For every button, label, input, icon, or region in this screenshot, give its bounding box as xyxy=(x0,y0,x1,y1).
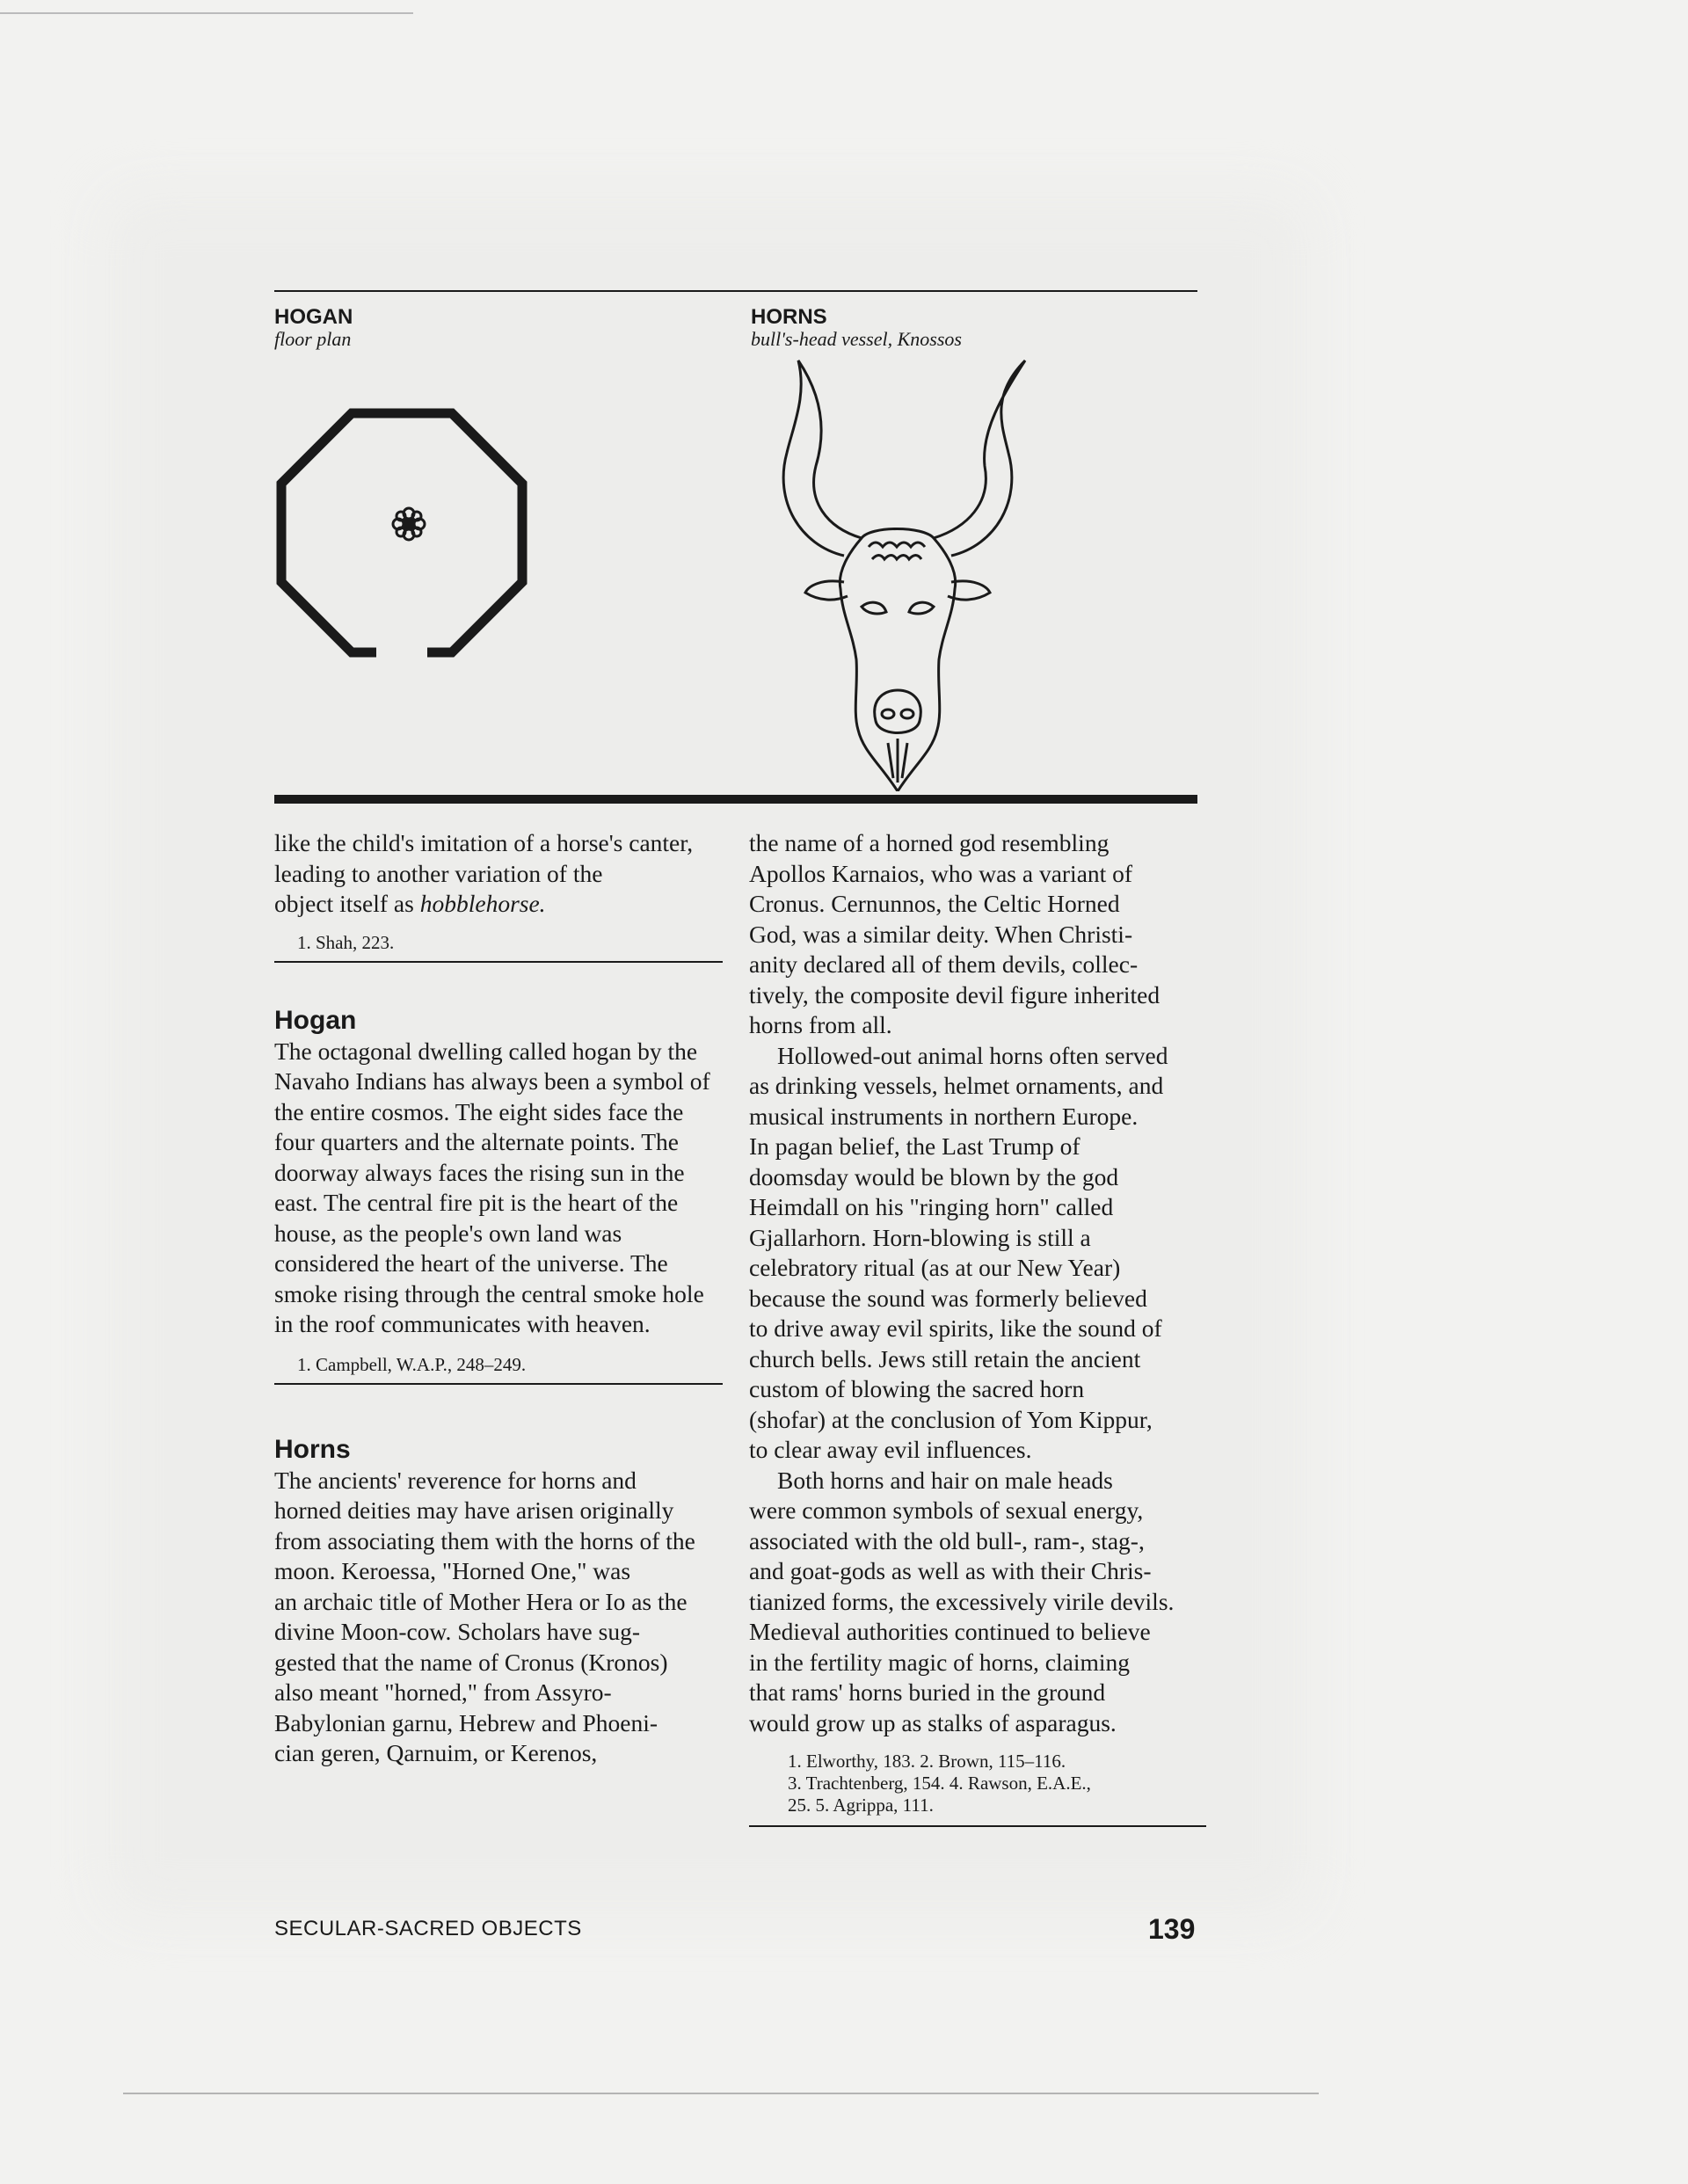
hobblehorse-term: hobblehorse. xyxy=(419,890,546,917)
hogan-figure-caption: floor plan xyxy=(274,328,352,350)
right-horn xyxy=(934,360,1025,556)
para1-line: tively, the composite devil figure inherited xyxy=(749,980,1160,1008)
para1-line: Cronus. Cernunnos, the Celtic Horned xyxy=(749,890,1120,917)
right-nostril xyxy=(901,710,913,718)
horns-line: Babylonian garnu, Hebrew and Phoeni- xyxy=(274,1708,658,1736)
horns-line: divine Moon-cow. Scholars have sug- xyxy=(274,1618,640,1645)
forelock-curls xyxy=(869,542,925,559)
scan-edge-top xyxy=(0,12,413,14)
para2-line: doomsday would be blown by the god xyxy=(749,1162,1119,1190)
hogan-floor-plan-illustration xyxy=(264,369,554,668)
para2-line: Hollowed-out animal horns often served xyxy=(777,1041,1168,1069)
para1-line: Apollos Karnaios, who was a variant of xyxy=(749,859,1133,887)
central-fire-pit xyxy=(393,508,425,540)
para3-line: Medieval authorities continued to believe xyxy=(749,1618,1151,1645)
para2-line: (shofar) at the conclusion of Yom Kippur, xyxy=(749,1405,1153,1433)
horns-line: from associating them with the horns of the xyxy=(274,1526,695,1554)
para2-line: because the sound was formerly believed xyxy=(749,1284,1147,1312)
para2-line: to clear away evil influences. xyxy=(749,1436,1032,1463)
horns-line: also meant "horned," from Assyro- xyxy=(274,1678,612,1706)
figure-bottom-rule xyxy=(274,795,1197,804)
running-footer-section: SECULAR-SACRED OBJECTS xyxy=(274,1917,582,1940)
horns-line: gested that the name of Cronus (Kronos) xyxy=(274,1648,668,1676)
para1-line: horns from all. xyxy=(749,1011,892,1038)
left-horn xyxy=(783,360,862,556)
left-column xyxy=(274,828,723,1769)
horns-figure-caption: bull's-head vessel, Knossos xyxy=(751,328,962,350)
right-eye xyxy=(909,602,934,614)
beard-lines xyxy=(888,739,907,783)
horns-footnote-line: 25. 5. Agrippa, 111. xyxy=(788,1795,934,1816)
para3-line: and goat-gods as well as with their Chris- xyxy=(749,1557,1152,1584)
footnote-campbell: 1. Campbell, W.A.P., 248–249. xyxy=(297,1353,527,1375)
left-eye xyxy=(862,602,886,614)
para1-line: God, was a similar deity. When Christi- xyxy=(749,920,1133,948)
horns-line: moon. Keroessa, "Horned One," was xyxy=(274,1557,631,1584)
para2-line: to drive away evil spirits, like the sound of xyxy=(749,1314,1162,1342)
para3-line: would grow up as stalks of asparagus. xyxy=(749,1708,1117,1736)
hogan-body: The octagonal dwelling called hogan by the Navaho Indians has always been a symbol of the entire cosmos. The eight sides face the four quarters and the alternate points. The doorway always faces the rising sun in the east. The central fire pit is the heart of the house, as the people's own land was considered the heart of the universe. The smoke rising through the central smoke hole in the roof communicates with heaven. xyxy=(274,1037,710,1337)
horns-line: The ancients' reverence for horns and xyxy=(274,1466,637,1494)
horns-line: horned deities may have arisen originally xyxy=(274,1496,674,1524)
para2-line: custom of blowing the sacred horn xyxy=(749,1375,1085,1402)
para3-line: in the fertility magic of horns, claiming xyxy=(749,1648,1131,1676)
footnote-rule xyxy=(749,1825,1206,1827)
para3-line: associated with the old bull-, ram-, stag-, xyxy=(749,1526,1145,1554)
para2-line: musical instruments in northern Europe. xyxy=(749,1102,1139,1130)
continuation-line: like the child's imitation of a horse's canter, xyxy=(274,829,694,856)
figure-top-rule xyxy=(274,290,1197,292)
hogan-heading: Hogan xyxy=(274,1005,357,1035)
para1-line: anity declared all of them devils, collec- xyxy=(749,950,1139,978)
para2-line: celebratory ritual (as at our New Year) xyxy=(749,1254,1121,1281)
continuation-line: leading to another variation of the xyxy=(274,859,603,887)
para3-line: Both horns and hair on male heads xyxy=(777,1466,1113,1494)
footnote-shah: 1. Shah, 223. xyxy=(297,931,395,953)
para2-line: Gjallarhorn. Horn-blowing is still a xyxy=(749,1223,1091,1251)
scan-edge-bottom xyxy=(123,2093,1319,2094)
horns-line: cian geren, Qarnuim, or Kerenos, xyxy=(274,1739,598,1766)
para3-line: tianized forms, the excessively virile devils. xyxy=(749,1587,1175,1615)
page-number: 139 xyxy=(1148,1913,1196,1945)
horns-footnote-line: 3. Trachtenberg, 154. 4. Rawson, E.A.E., xyxy=(788,1773,1091,1794)
para3-line: that rams' horns buried in the ground xyxy=(749,1678,1106,1706)
footnote-rule xyxy=(274,1383,723,1385)
continuation-line: object itself as hobblehorse. xyxy=(274,890,546,917)
footnote-rule xyxy=(274,961,723,963)
horns-footnote-line: 1. Elworthy, 183. 2. Brown, 115–116. xyxy=(788,1751,1066,1772)
right-column xyxy=(749,828,1206,1827)
para2-line: church bells. Jews still retain the ancient xyxy=(749,1344,1141,1372)
hogan-figure-title: HOGAN xyxy=(274,305,353,329)
para2-line: In pagan belief, the Last Trump of xyxy=(749,1132,1080,1160)
octagon-walls xyxy=(281,413,522,652)
horns-heading: Horns xyxy=(274,1434,351,1464)
left-nostril xyxy=(882,710,894,718)
horns-line: an archaic title of Mother Hera or Io as the xyxy=(274,1587,688,1615)
para1-line: the name of a horned god resembling xyxy=(749,829,1110,856)
bulls-head-vessel-illustration xyxy=(738,352,1055,791)
para2-line: Heimdall on his "ringing horn" called xyxy=(749,1193,1114,1220)
horns-figure-title: HORNS xyxy=(751,305,827,329)
para2-line: as drinking vessels, helmet ornaments, and xyxy=(749,1072,1164,1099)
para3-line: were common symbols of sexual energy, xyxy=(749,1496,1144,1524)
